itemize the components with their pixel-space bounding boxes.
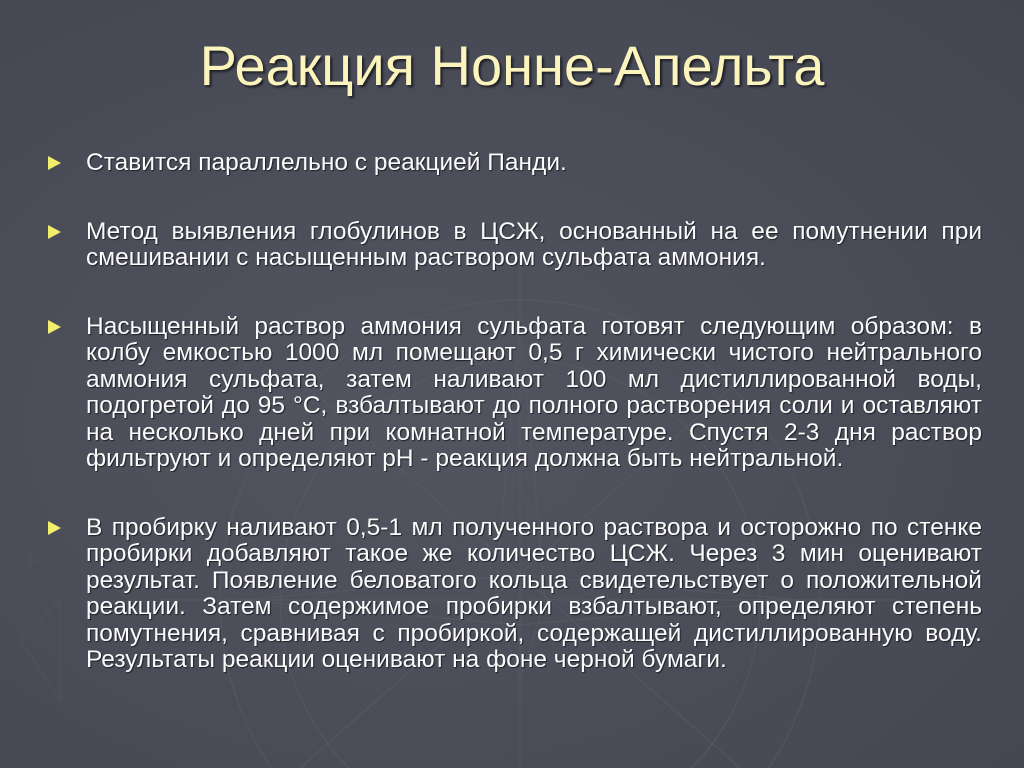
bullet-item: [46, 515, 982, 674]
slide-title: Реакция Нонне-Апельта: [199, 34, 825, 97]
bullet-item: [46, 219, 982, 272]
bullet-text: Ставится параллельно с реакцией Панди.: [86, 149, 567, 176]
bullet-text: В пробирку наливают 0,5-1 мл полученного раствора и осторожно по стенке пробирки добавляют такое же количество ЦСЖ. Через 3 мин оценивают результат. Появление беловатого кольца свидетельствует о положительной реакции. Затем содержимое пробирки взбалтывают, определяют степень помутнения, сравнивая с пробиркой, содержащей дистиллированную воду. Результаты реакции оценивают на фоне черной бумаги.: [86, 513, 982, 673]
triangle-right-icon: [48, 156, 61, 170]
bullet-item: [46, 150, 982, 177]
triangle-right-icon: [48, 521, 61, 535]
triangle-right-icon: [48, 225, 61, 239]
bullet-text: Метод выявления глобулинов в ЦСЖ, основанный на ее помутнении при смешивании с насыщенным раствором сульфата аммония.: [86, 217, 982, 271]
bullet-list: [46, 150, 982, 674]
bullet-item: [46, 314, 982, 473]
bullet-text: Насыщенный раствор аммония сульфата готовят следующим образом: в колбу емкостью 1000 мл помещают 0,5 г химически чистого нейтрального аммония сульфата, затем наливают 100 мл дистиллированной воды, подогретой до 95 °С, взбалтывают до полного растворения соли и оставляют на несколько дней при комнатной температуре. Спустя 2-3 дня раствор фильтруют и определяют рН - реакция должна быть нейтральной.: [86, 312, 982, 472]
triangle-right-icon: [48, 320, 61, 334]
